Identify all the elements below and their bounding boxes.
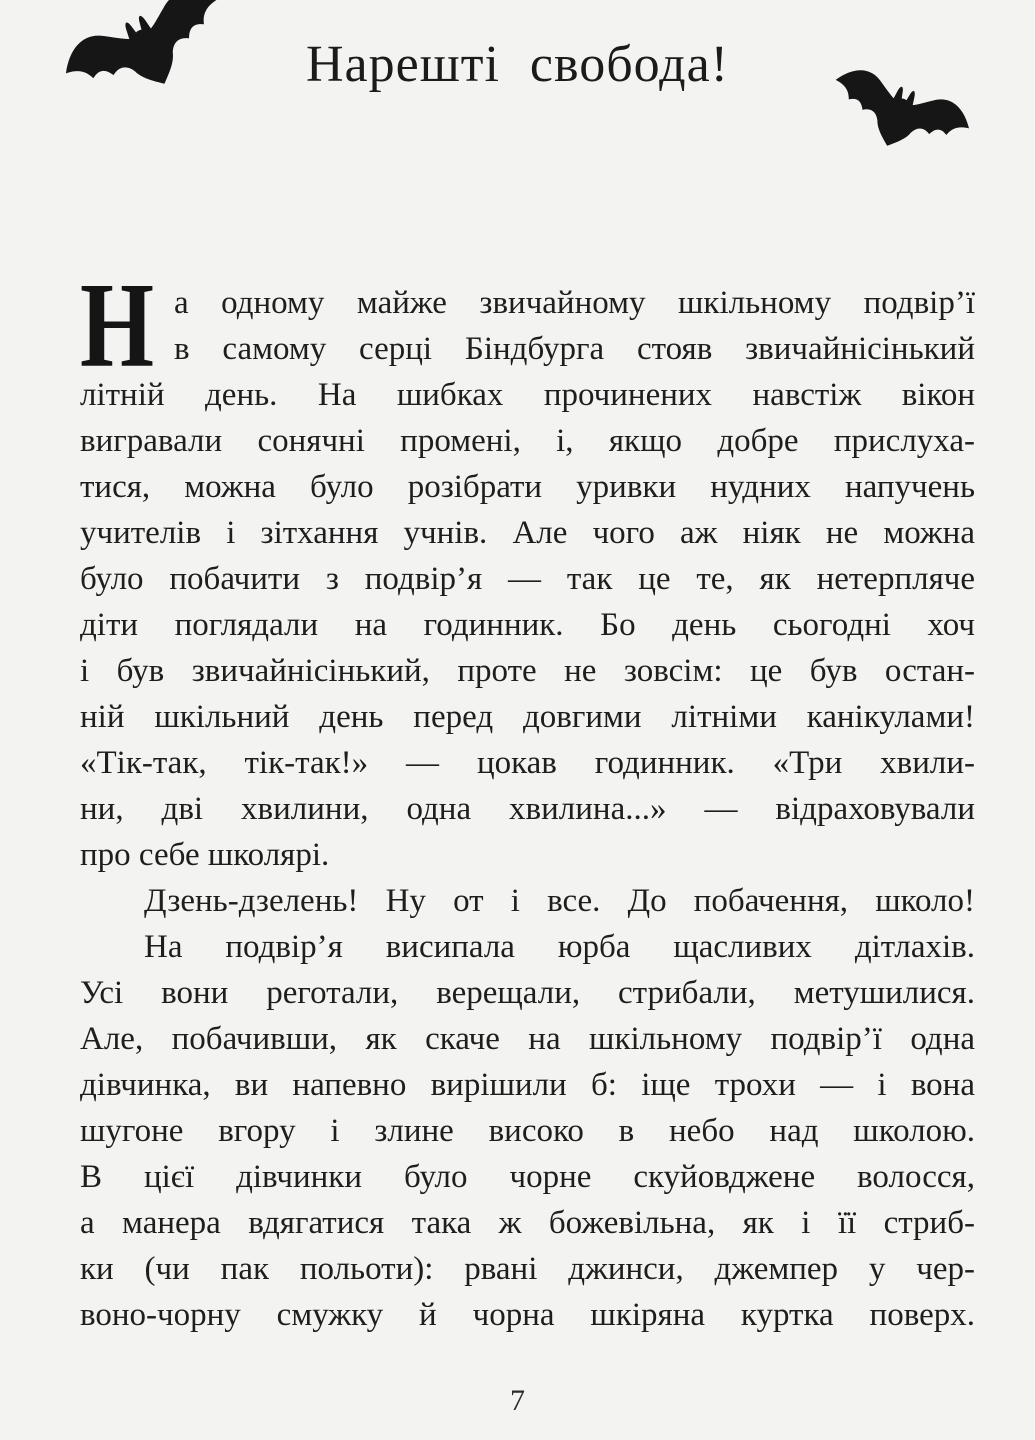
- text-line: учителів і зітхання учнів. Але чого аж ніяк не можна: [80, 515, 975, 551]
- text-line: На подвір’я висипала юрба щасливих дітлахів.: [144, 929, 975, 965]
- text-line: а одному майже звичайному шкільному подвір’ї: [174, 285, 975, 321]
- text-line: Усі вони реготали, верещали, стрибали, метушилися.: [80, 975, 975, 1011]
- text-line: про себе школярі.: [80, 837, 330, 873]
- text-line: літній день. На шибках прочинених навстіж вікон: [80, 377, 975, 413]
- paragraph: [80, 258, 975, 878]
- text-line: В цієї дівчинки було чорне скуйовджене волосся,: [80, 1159, 975, 1195]
- text-line: а манера вдягатися така ж божевільна, як і її стриб-: [80, 1205, 975, 1241]
- chapter-title: Нарешті свобода!: [305, 36, 729, 93]
- body-text: [80, 258, 975, 1338]
- text-line: і був звичайнісінький, проте не зовсім: це був остан-: [80, 653, 975, 689]
- text-line: воно-чорну смужку й чорна шкіряна куртка поверх.: [80, 1297, 975, 1333]
- text-line: було побачити з подвір’я — так це те, як нетерпляче: [80, 561, 975, 597]
- page-number: 7: [510, 1384, 525, 1417]
- text-line: Дзень-дзелень! Ну от і все. До побачення, школо!: [144, 883, 975, 919]
- text-line: в самому серці Біндбурга стояв звичайнісінький: [174, 331, 975, 367]
- text-line: ки (чи пак польоти): рвані джинси, джемпер у чер-: [80, 1251, 975, 1287]
- paragraph: [80, 924, 975, 1338]
- text-line: ній шкільний день перед довгими літніми канікулами!: [80, 699, 975, 735]
- text-line: діти поглядали на годинник. Бо день сьогодні хоч: [80, 607, 975, 643]
- text-line: ни, дві хвилини, одна хвилина...» — відраховували: [80, 791, 975, 827]
- drop-cap: Н: [80, 258, 155, 393]
- text-line: вигравали сонячні промені, і, якщо добре прислуха-: [80, 423, 975, 459]
- text-line: «Тік-так, тік-так!» — цокав годинник. «Три хвили-: [80, 745, 975, 781]
- text-line: дівчинка, ви напевно вирішили б: іще трохи — і вона: [80, 1067, 975, 1103]
- text-line: тися, можна було розібрати уривки нудних напучень: [80, 469, 975, 505]
- text-line: Але, побачивши, як скаче на шкільному подвір’ї одна: [80, 1021, 975, 1057]
- text-line: шугоне вгору і злине високо в небо над школою.: [80, 1113, 975, 1149]
- paragraph: [80, 878, 975, 924]
